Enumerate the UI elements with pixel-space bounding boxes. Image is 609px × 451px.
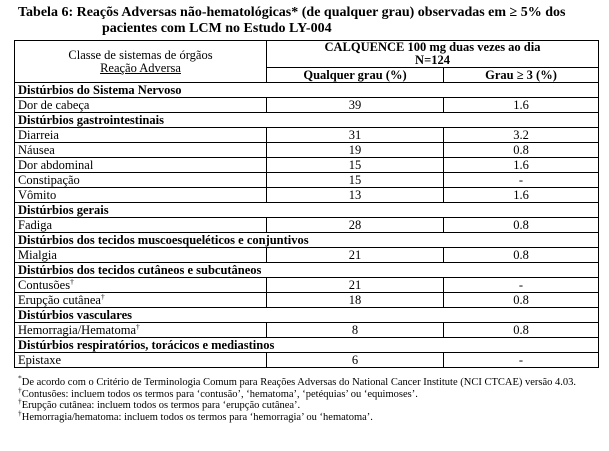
title-line-2: pacientes com LCM no Estudo LY-004: [102, 21, 332, 36]
title-line-1: Tabela 6: Reaçõs Adversas não-hematológicas* (de qualquer grau) observadas em ≥ 5% dos: [18, 5, 566, 20]
reaction-name: Diarreia: [18, 127, 59, 142]
reaction-cell: [15, 323, 267, 338]
reaction-cell: [15, 218, 267, 233]
grade3-value: -: [444, 353, 599, 368]
any-grade-value: 15: [267, 173, 444, 188]
reaction-label: Reação Adversa: [100, 60, 181, 75]
reaction-cell: [15, 278, 267, 293]
any-grade-value: 28: [267, 218, 444, 233]
reaction-name: Hemorragia/Hematoma: [18, 322, 137, 337]
drug-header-line-1: CALQUENCE 100 mg duas vezes ao dia: [324, 40, 541, 54]
table-row: [15, 248, 599, 263]
reaction-name: Dor de cabeça: [18, 97, 90, 112]
adverse-reactions-table: [14, 40, 599, 368]
footnote: [18, 396, 603, 412]
table-row: [15, 278, 599, 293]
reaction-cell: [15, 98, 267, 113]
reaction-name: Dor abdominal: [18, 157, 94, 172]
reaction-name: Constipação: [18, 172, 80, 187]
footnote-mark: *: [18, 373, 22, 383]
reaction-name: Vômito: [18, 187, 57, 202]
table-body: [15, 83, 599, 368]
any-grade-value: 39: [267, 98, 444, 113]
footnote-text: Hemorragia/hematoma: incluem todos os termos para ‘hemorragia’ ou ‘hematoma’.: [21, 411, 373, 423]
any-grade-value: 15: [267, 158, 444, 173]
reaction-cell: [15, 158, 267, 173]
any-grade-value: 13: [267, 188, 444, 203]
footnote: [18, 385, 603, 401]
grade3-value: -: [444, 278, 599, 293]
category-label: Distúrbios gastrointestinais: [15, 113, 599, 128]
category-row: [15, 233, 599, 248]
footnote-marker: †: [70, 276, 74, 286]
table-row: [15, 128, 599, 143]
reaction-name: Fadiga: [18, 217, 53, 232]
reaction-name: Náusea: [18, 142, 55, 157]
reaction-name: Mialgia: [18, 247, 57, 262]
category-row: [15, 338, 599, 353]
reaction-name: Epistaxe: [18, 352, 62, 367]
any-grade-header: Qualquer grau (%): [267, 68, 444, 83]
grade3-value: 0.8: [444, 323, 599, 338]
reaction-cell: [15, 353, 267, 368]
grade3-value: 1.6: [444, 188, 599, 203]
reaction-cell: [15, 143, 267, 158]
table-row: [15, 158, 599, 173]
grade3-value: 1.6: [444, 158, 599, 173]
any-grade-value: 18: [267, 293, 444, 308]
table-row: [15, 173, 599, 188]
table-row: [15, 218, 599, 233]
grade3-value: -: [444, 173, 599, 188]
any-grade-value: 21: [267, 278, 444, 293]
reaction-name: Erupção cutânea: [18, 292, 101, 307]
table-row: [15, 143, 599, 158]
footnote-marker: †: [136, 321, 140, 331]
reaction-cell: [15, 248, 267, 263]
table-row: [15, 293, 599, 308]
category-label: Distúrbios dos tecidos muscoesqueléticos e conjuntivos: [15, 233, 599, 248]
footnotes: [18, 373, 603, 423]
organ-class-header: [15, 41, 267, 83]
grade3-value: 0.8: [444, 143, 599, 158]
any-grade-value: 31: [267, 128, 444, 143]
any-grade-value: 8: [267, 323, 444, 338]
any-grade-value: 21: [267, 248, 444, 263]
category-row: [15, 263, 599, 278]
category-label: Distúrbios vasculares: [15, 308, 599, 323]
grade3-value: 3.2: [444, 128, 599, 143]
table-row: [15, 323, 599, 338]
table-title: [18, 5, 603, 37]
footnote: [18, 373, 603, 389]
category-label: Distúrbios gerais: [15, 203, 599, 218]
category-row: [15, 113, 599, 128]
category-label: Distúrbios do Sistema Nervoso: [15, 83, 599, 98]
drug-header-line-2: N=124: [415, 53, 450, 67]
table-row: [15, 98, 599, 113]
reaction-name: Contusões: [18, 277, 71, 292]
reaction-cell: [15, 188, 267, 203]
grade3-header: Grau ≥ 3 (%): [444, 68, 599, 83]
footnote-mark: †: [18, 396, 22, 406]
footnote-text: De acordo com o Critério de Terminologia Comum para Reações Adversas do National Cancer Institute (NCI CTCAE) versão 4.03.: [21, 377, 577, 388]
any-grade-value: 19: [267, 143, 444, 158]
grade3-value: 0.8: [444, 293, 599, 308]
category-row: [15, 203, 599, 218]
grade3-value: 0.8: [444, 248, 599, 263]
reaction-cell: [15, 293, 267, 308]
footnote-text: Contusões: incluem todos os termos para ‘contusão’, ‘hematoma’, ‘petéquias’ ou ‘equimoses’.: [21, 388, 418, 400]
table-row: [15, 353, 599, 368]
footnote-marker: †: [100, 291, 105, 301]
organ-class-label: Classe de sistemas de órgãos: [68, 47, 213, 62]
any-grade-value: 6: [267, 353, 444, 368]
drug-header: [267, 41, 599, 68]
category-label: Distúrbios respiratórios, torácicos e mediastinos: [15, 338, 599, 353]
category-row: [15, 83, 599, 98]
table-row: [15, 188, 599, 203]
category-label: Distúrbios dos tecidos cutâneos e subcutâneos: [15, 263, 599, 278]
reaction-cell: [15, 128, 267, 143]
footnote-mark: †: [18, 385, 22, 394]
grade3-value: 0.8: [444, 218, 599, 233]
footnote: [18, 408, 603, 424]
reaction-cell: [15, 173, 267, 188]
footnote-text: Erupção cutânea: incluem todos os termos para ‘erupção cutânea’.: [21, 400, 301, 411]
footnote-mark: †: [18, 408, 22, 417]
category-row: [15, 308, 599, 323]
grade3-value: 1.6: [444, 98, 599, 113]
